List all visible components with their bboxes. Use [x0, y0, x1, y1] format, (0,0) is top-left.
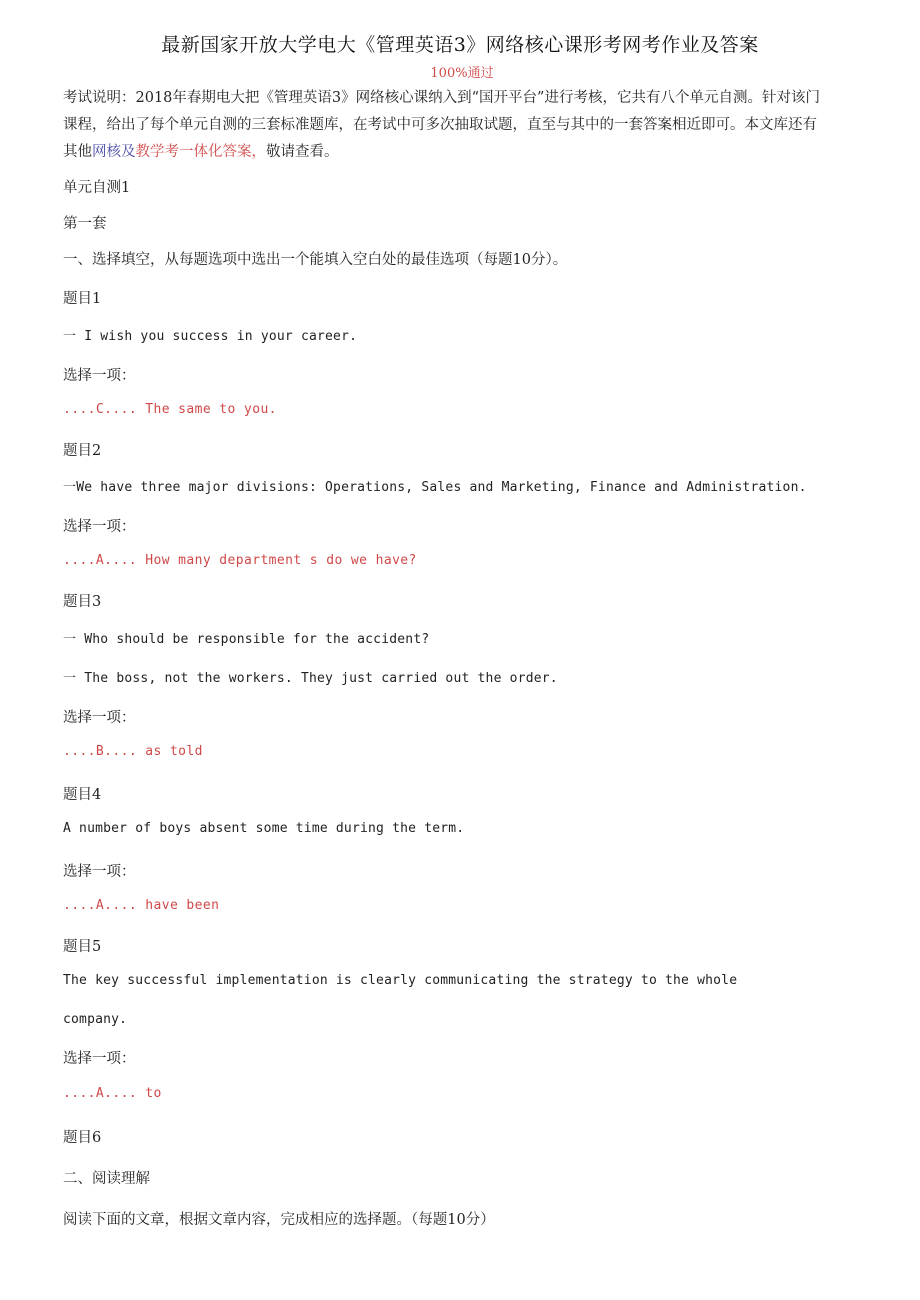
question-1-answer: ....C.... The same to you. — [63, 402, 277, 417]
intro-link-integrated-answers[interactable]: 教学考一体化答案， — [135, 144, 266, 160]
question-1-label: 题目1 — [63, 291, 102, 307]
question-1-choose-label: 选择一项： — [63, 368, 136, 384]
exam-intro — [63, 85, 823, 166]
document-subtitle: 100%通过 — [430, 66, 494, 81]
question-5-text: The key successful implementation is clearly communicating the strategy to the whole — [63, 973, 738, 988]
part2-heading: 二、阅读理解 — [63, 1171, 150, 1187]
question-3-text: 一 Who should be responsible for the accident? — [63, 632, 430, 647]
question-3-choose-label: 选择一项： — [63, 710, 136, 726]
question-2-choose-label: 选择一项： — [63, 519, 136, 535]
question-6-label: 题目6 — [63, 1130, 102, 1146]
question-2-answer: ....A.... How many department s do we have? — [63, 553, 417, 568]
unit-heading: 单元自测1 — [63, 180, 131, 196]
intro-text: 考试说明：2018年春期电大把《管理英语3》网络核心课纳入到“国开平台”进行考核，它共有八个单元自测。针对该门课程，给出了每个单元自测的三套标准题库，在考试中可多次抽取试题，直至与其中的一套答案相近即可。本文库还有其他 — [63, 90, 820, 160]
part1-heading: 一、选择填空，从每题选项中选出一个能填入空白处的最佳选项（每题10分）。 — [63, 252, 568, 268]
question-3-answer: ....B.... as told — [63, 744, 203, 759]
intro-link-network-core[interactable]: 网核及 — [92, 144, 136, 160]
part2-instructions: 阅读下面的文章，根据文章内容，完成相应的选择题。（每题10分） — [63, 1212, 495, 1228]
question-5-label: 题目5 — [63, 939, 102, 955]
question-4-choose-label: 选择一项： — [63, 864, 136, 880]
question-4-label: 题目4 — [63, 787, 102, 803]
question-3-label: 题目3 — [63, 594, 102, 610]
question-5-text-2: company. — [63, 1012, 128, 1027]
question-3-text-2: 一 The boss, not the workers. They just carried out the order. — [63, 671, 558, 686]
document-title: 最新国家开放大学电大《管理英语3》网络核心课形考网考作业及答案 — [161, 34, 759, 56]
question-1-text: 一 I wish you success in your career. — [63, 329, 358, 344]
question-5-answer: ....A.... to — [63, 1086, 162, 1101]
question-5-choose-label: 选择一项： — [63, 1051, 136, 1067]
question-2-text: 一We have three major divisions: Operations, Sales and Marketing, Finance and Administration. — [63, 480, 807, 495]
question-4-text: A number of boys absent some time during the term. — [63, 821, 465, 836]
set-heading: 第一套 — [63, 216, 107, 232]
intro-text-end: 敬请查看。 — [266, 144, 339, 160]
question-4-answer: ....A.... have been — [63, 898, 220, 913]
question-2-label: 题目2 — [63, 443, 102, 459]
